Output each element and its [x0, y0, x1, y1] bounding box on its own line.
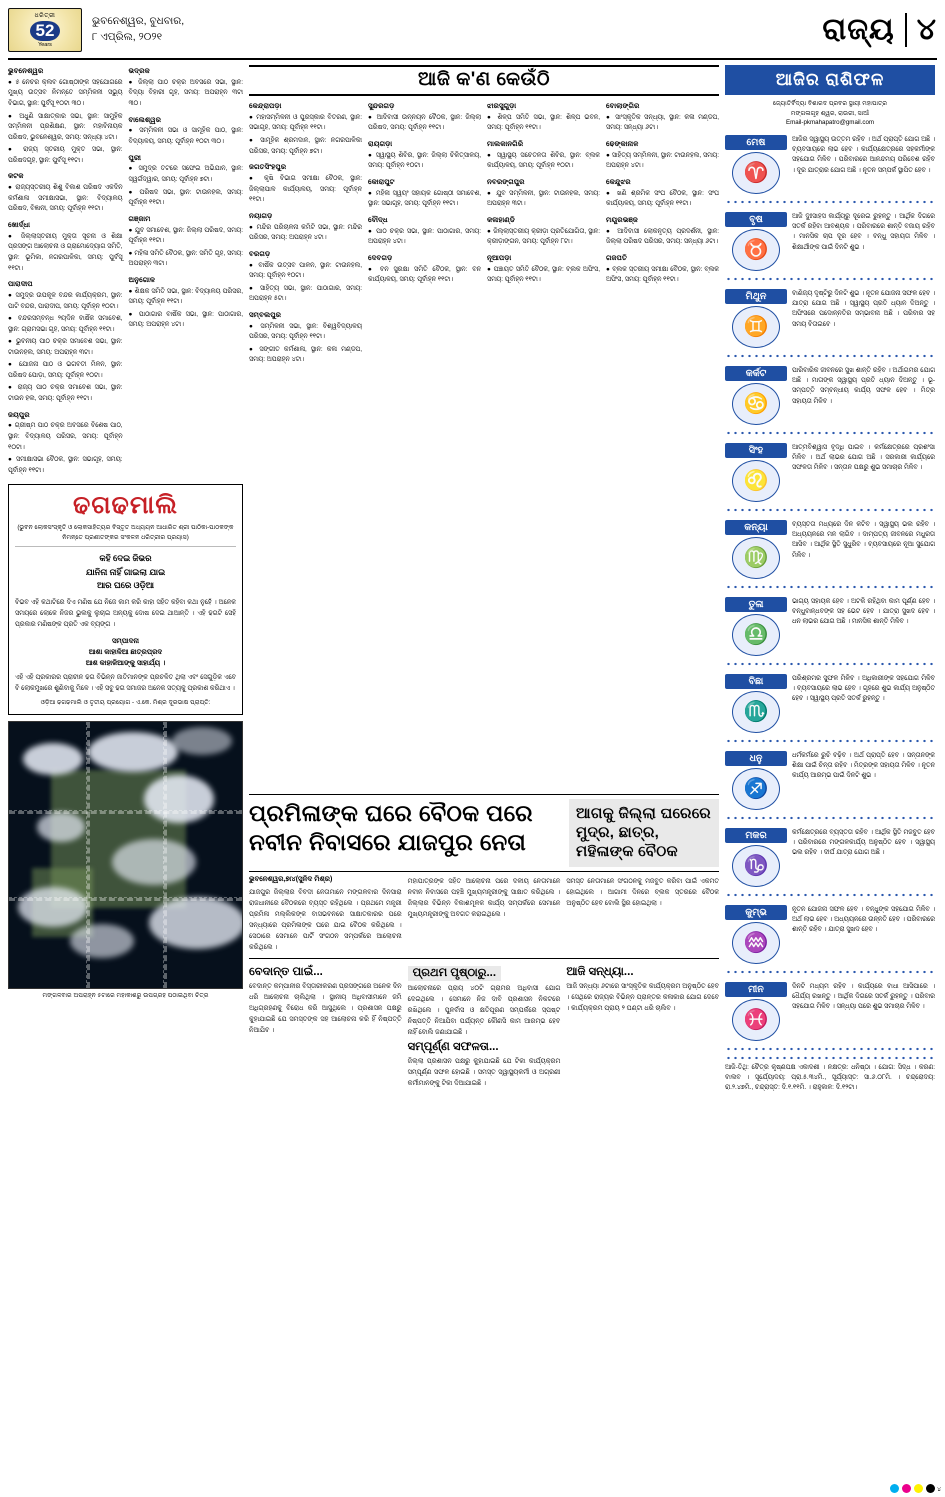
listing-city-heading: ବାଲେଶ୍ୱର [128, 114, 162, 124]
logo-years-label: Years [38, 41, 52, 48]
zodiac-ମିଥୁନ-icon: ♊ [732, 306, 780, 348]
horoscope-sign-badge [725, 674, 787, 733]
edition-place-date [92, 14, 184, 46]
listing-item: ● ମହିଳା ସ୍ୱୟଂ ସହାୟକ ଗୋଷ୍ଠୀ ସମାବେଶ, ସ୍ଥାନ: ସଭାଗୃହ, ସମୟ: ପୂର୍ବାହ୍ନ ୧୧ଟା। [368, 189, 481, 208]
horoscope-sign-badge [725, 443, 787, 502]
advertisement-dhagadhamali [8, 484, 243, 715]
zodiac-ତୁଳା-icon: ♎ [732, 614, 780, 656]
horoscope-sign-name: ତୁଳା [725, 597, 787, 612]
horoscope-sign-row [725, 977, 935, 1043]
horoscope-sign-badge [725, 751, 787, 810]
horoscope-sign-text: ନୂତନ ଯୋଜନା ସଫଳ ହେବ । ବନ୍ଧୁଙ୍କ ସହଯୋଗ ମିଳିବ । ଅର୍ଥ ଲାଭ ହେବ । ଅଧ୍ୟୟନରେ ଉନ୍ନତି ହେବ । ପରିବାରରେ ଶାନ୍ତି ରହିବ । ଯାତ୍ରା ସୁଖଦ ହେବ । [792, 905, 935, 934]
section-name: ରାଜ୍ୟ [822, 13, 895, 46]
horoscope-sign-row [725, 592, 935, 658]
horoscope-sign-text: ଧର୍ମକର୍ମରେ ରୁଚି ବଢ଼ିବ । ଅର୍ଥ ପ୍ରାପ୍ତି ହେବ । ସନ୍ତାନଙ୍କ ଶିକ୍ଷା ପାଇଁ ଚିନ୍ତା ରହିବ । ମିତ୍ରଙ୍କ ସହାୟତା ମିଳିବ । ନୂତନ କାର୍ଯ୍ୟ ଆରମ୍ଭ ପାଇଁ ଦିନଟି ଶୁଭ । [792, 751, 935, 780]
ad-signature-role: ସମ୍ପାଦନା [111, 637, 140, 645]
sub-story-1-title: ବେଦାନ୍ତ ପାଇଁ... [249, 965, 323, 978]
listing-item: ● ଭୁବନୀୟ ପାଠ ଚକ୍ର ସମାବେଶ ସଭା, ସ୍ଥାନ: ଟାଉନହଲ, ସମୟ: ଅପରାହ୍ନ ୩ଟା। [8, 338, 123, 356]
horoscope-sign-row [725, 746, 935, 812]
listing-city-heading: ବୌଦ୍ଧ [368, 215, 388, 224]
divider-dots [725, 1046, 935, 1052]
listing-city-heading: ଅନୁଗୋଳ [128, 274, 156, 284]
horoscope-sign-badge [725, 212, 787, 271]
ad-footer-contact: ଓଡ଼ିଆ ଢଗଢମାଲି ଓ ତୃତୀୟ ପ୍ରୟୋଗ - ଏ.କେ. ମିଶ୍ର ଦୂରଭାଷ ପ୍ରାପ୍ତି: [40, 698, 211, 706]
listing-city-heading: କୋରାପୁଟ [368, 177, 395, 186]
zodiac-ବୃଷ-icon: ♉ [732, 229, 780, 271]
horoscope-footer-note: ଆଜି-ତିଥି: ଚୈତ୍ର କୃଷ୍ଣପକ୍ଷ ଏକାଦଶୀ । ନକ୍ଷତ୍ର: ଧନିଷ୍ଠା । ଯୋଗ: ସିଦ୍ଧ । କରଣ: ବାଲବ । ସୂର୍ଯ୍ୟୋଦୟ: ପ୍ରା.୫.୩୪ମି., ସୂର୍ଯ୍ୟାସ୍ତ: ସା.୬.୦୮ମି. । ଚନ୍ଦ୍ରୋଦୟ: ରା.୨.୪୭ମି., ଚନ୍ଦ୍ରାସ୍ତ: ଦି.୧.୧୧ମି. । ରାହୁକାଳ: ଦି.୧୨ଟା। [725, 1063, 935, 1092]
listing-item: ● ବନ ସୁରକ୍ଷା ସମିତି ବୈଠକ, ସ୍ଥାନ: ବନ କାର୍ଯ୍ୟାଳୟ, ସମୟ: ପୂର୍ବାହ୍ନ ୧୧ଟା। [368, 265, 481, 284]
ad-signature-name: ଆଶା କାହାଳିଆ ଛାତ୍ରପ୍ରଦ [88, 648, 163, 656]
horoscope-zone [725, 65, 935, 1475]
horoscope-sign-text: ଦିନଟି ମଧ୍ୟମ ରହିବ । କାର୍ଯ୍ୟରେ ବାଧା ଆସିପାରେ । ଧୈର୍ଯ୍ୟ ରଖନ୍ତୁ । ଆର୍ଥିକ ଦିଗରେ ସତର୍କ ରୁହନ୍ତୁ । ପରିବାର ସହଯୋଗ ମିଳିବ । ସନ୍ଧ୍ୟା ପରେ ଶୁଭ ସମାଚାର ମିଳିବ । [792, 982, 935, 1011]
horoscope-sign-text: ଭାଗ୍ୟ ସହାୟକ ହେବ । ଅଟକି ରହିଥିବା କାମ ପୂର୍ଣ୍ଣ ହେବ । ବନ୍ଧୁବାନ୍ଧବଙ୍କ ସହ ଭେଟ ହେବ । ଯାତ୍ରା ସୁଖଦ ହେବ । ଧନ ଲାଭର ଯୋଗ ଅଛି । ମାନସିକ ଶାନ୍ତି ମିଳିବ । [792, 597, 935, 626]
horoscope-sign-badge [725, 289, 787, 348]
horoscope-astrologer-info [725, 95, 935, 130]
listing-city-heading: କେନ୍ଦୁଝର [606, 177, 631, 186]
listing-item: ● ସମୁଦ୍ର ଉପକୂଳ ବନ୍ଦର କାର୍ଯ୍ୟକ୍ରମ, ସ୍ଥାନ: ପାଟି ବନ୍ଦର, ପାରାଦୀପ, ସମୟ: ପୂର୍ବାହ୍ନ ୧୦ଟା। [8, 291, 123, 310]
page-number: ୪ [905, 13, 937, 47]
horoscope-sign [725, 284, 935, 359]
horoscope-sign-name: ବିଛା [725, 674, 787, 689]
listing-city-heading: ଜଗତସିଂହପୁର [249, 162, 287, 172]
listing-item: ● ଜିଲ୍ଲା ପାଠ ଚକ୍ର ଅବସରେ ସଭା, ସ୍ଥାନ: ବିଦ୍ୟା ବିହାରୀ ଗୃହ, ସମୟ: ଅପରାହ୍ନ ୩ଟା ୩୦। [128, 78, 243, 107]
listing-item: ● ସାହିତ୍ୟ ସମ୍ମିଳନୀ, ସ୍ଥାନ: ଟାଉନହଲ, ସମୟ: ଅପରାହ୍ନ ୪ଟା। [606, 151, 719, 170]
sub-story-2-text: ଆଲୋଚନାରେ ପ୍ରାୟ ୪୦ଟି ଗ୍ରାମର ଅଧିବାସୀ ଯୋଗ ଦେଇଥିଲେ । ସେମାନେ ନିଜ ଦାବି ପ୍ରଶାସନ ନିକଟରେ ରଖିଥିଲେ । ପୁନର୍ବାସ ଓ କ୍ଷତିପୂରଣ ସମ୍ପର୍କରେ ସ୍ପଷ୍ଟ ନିଷ୍ପତ୍ତି ନିଆଯିବା ପର୍ଯ୍ୟନ୍ତ କୌଣସି କାମ ଆରମ୍ଭ ହେବ ନାହିଁ ବୋଲି ଜଣାଯାଇଛି । [407, 984, 561, 1036]
horoscope-sign [725, 592, 935, 667]
sub-story-4-title: ଆଜି ସନ୍ଧ୍ୟା... [566, 965, 634, 978]
listing-item: ● ଯୁବ ସମ୍ମିଳନୀ, ସ୍ଥାନ: ଟାଉନହଲ, ସମୟ: ଅପରାହ୍ନ ୩ଟା। [487, 189, 600, 208]
main-story-para-3: ସମସ୍ତ ନେତାମାନେ ସଂଗଠନକୁ ମଜବୁତ କରିବା ପାଇଁ ଏକମତ ହୋଇଥିଲେ । ଆଗାମୀ ଦିନରେ ବ୍ଲକ ସ୍ତରରେ ବୈଠକ ଅନୁଷ୍ଠିତ ହେବ ବୋଲି ସ୍ଥିର ହୋଇଥିଲା । [566, 878, 720, 908]
listing-item: ● କୃଷି ବିଭାଗ ସମୀକ୍ଷା ବୈଠକ, ସ୍ଥାନ: ଜିଲ୍ଲାପାଳ କାର୍ଯ୍ୟାଳୟ, ସମୟ: ପୂର୍ବାହ୍ନ ୧୧ଟା। [249, 175, 362, 204]
horoscope-sign-name: ସିଂହ [725, 443, 787, 458]
divider-dots [725, 276, 935, 282]
horoscope-sign-badge [725, 520, 787, 579]
listing-city-heading: ପୁରୀ [128, 152, 141, 162]
horoscope-sign-text: ଆଜି ଦୁଃସାହସ କାର୍ଯ୍ୟରୁ ଦୂରେଇ ରୁହନ୍ତୁ । ଆର୍ଥିକ ଦିଗରେ ସତର୍କ ରହିବା ଆବଶ୍ୟକ । ପରିବାରରେ ଶାନ୍ତି ବଜାୟ ରହିବ । ମାନସିକ ଚାପ ଦୂର ହେବ । ବନ୍ଧୁ ସହାୟତା ମିଳିବ । ଶିକ୍ଷାର୍ଥୀଙ୍କ ପାଇଁ ଦିନଟି ଶୁଭ । [792, 212, 935, 251]
listing-city-heading: ନବରଙ୍ଗପୁର [487, 177, 525, 186]
zodiac-କୁମ୍ଭ-icon: ♒ [732, 922, 780, 964]
astrologer-address: ମଙ୍ଗଳାଗୃହ ଶ୍ୱର, ରାଉରୀ, ସାଆଁ [790, 109, 870, 117]
sub-story-4 [566, 963, 719, 1089]
ad-subtitle: (ଭୁବନ ଲୋକସଂସ୍କୃତି ଓ ଲୋକସାହିତ୍ୟର ବିସ୍ତୃତ ଅଧ୍ୟୟନ ଆଧାରିତ ଶ୍ରୀ ପାଠିକା-ପାଠକଙ୍କ ନିମନ୍ତେ ପ୍ରଣୀତଙ୍କର ସଂକଳନ ଧରିତ୍ରୀର ପ୍ରୟାସ) [17, 524, 234, 542]
horoscope-sign-row [725, 900, 935, 966]
zodiac-ମେଷ-icon: ♈ [732, 152, 780, 194]
horoscope-sign-row [725, 438, 935, 504]
listing-city-heading: ନୂଆପଡ଼ା [487, 253, 512, 262]
sub-story-1 [249, 963, 402, 1089]
listing-item: ● ପାଠ ଚକ୍ର ସଭା, ସ୍ଥାନ: ପାଠାଗାର, ସମୟ: ଅପରାହ୍ନ ୪ଟା। [368, 227, 481, 246]
listing-city-heading: ଗଜପତି [606, 253, 627, 262]
listings-middle-columns [249, 100, 719, 790]
horoscope-sign-badge [725, 828, 787, 887]
main-story-sidebox-text: ଆଗକୁ ଜିଲ୍ଲା ଘରେରେ ମୁଦ୍ର, ଛାତ୍ର, ମହିଳାଙ୍କ ବୈଠକ [576, 805, 711, 860]
horoscope-sign [725, 746, 935, 821]
listing-item: ● ସଙ୍ଗୀତ କର୍ମଶାଳା, ସ୍ଥାନ: କଳା ମଣ୍ଡପ, ସମୟ: ଅପରାହ୍ନ ୪ଟା। [249, 345, 362, 364]
zodiac-ଧନୁ-icon: ♐ [732, 768, 780, 810]
listing-city-heading: ଭଦ୍ରକ [128, 66, 150, 75]
listing-item: ● ବ୍ଲକ ସ୍ତରୀୟ ସମୀକ୍ଷା ବୈଠକ, ସ୍ଥାନ: ବ୍ଲକ ଅଫିସ, ସମୟ: ପୂର୍ବାହ୍ନ ୧୧ଟା। [606, 265, 719, 284]
zodiac-କର୍କଟ-icon: ♋ [732, 383, 780, 425]
horoscope-sign [725, 207, 935, 282]
listing-item: ● ସାମୂହିକ ଶ୍ରମଦାନ, ସ୍ଥାନ: ନଗରପାଳିକା ପରିସର, ସମୟ: ପୂର୍ବାହ୍ନ ୭ଟା। [249, 137, 362, 155]
listing-item: ● ସ୍ୱାସ୍ଥ୍ୟ ଶିବିର, ସ୍ଥାନ: ଜିଲ୍ଲା ଚିକିତ୍ସାଳୟ, ସମୟ: ପୂର୍ବାହ୍ନ ୧୦ଟା। [368, 151, 481, 170]
horoscope-sign-text: କର୍ମକ୍ଷେତ୍ରରେ ବ୍ୟସ୍ତତା ରହିବ । ଆର୍ଥିକ ସ୍ଥିତି ମଜବୁତ ହେବ । ପରିବାରରେ ମଙ୍ଗଳକାର୍ଯ୍ୟ ଅନୁଷ୍ଠିତ ହେବ । ସ୍ୱାସ୍ଥ୍ୟ ଭଲ ରହିବ । ଦୀର୍ଘ ଯାତ୍ରା ଯୋଗ ଅଛି । [792, 828, 935, 857]
sub-story-2 [408, 963, 561, 1089]
horoscope-sign [725, 515, 935, 590]
left-zone [8, 65, 243, 1475]
listing-item: ● ପାଠାଗାର ବାର୍ଷିକ ସଭା, ସ୍ଥାନ: ପାଠାଗାର, ସମୟ: ଅପରାହ୍ନ ୪ଟା। [128, 310, 243, 329]
listings-left-columns [8, 65, 243, 478]
horoscope-sign-name: ଧନୁ [725, 751, 787, 766]
divider-dots [725, 969, 935, 975]
main-story-para-2: ମହାପାତ୍ରଙ୍କ ସହିତ ଆଲୋଚନା ପରେ ଦଳୀୟ ନେତାମାନେ ନବୀନ ନିବାସରେ ପହଞ୍ଚି ମୁଖ୍ୟମନ୍ତ୍ରୀଙ୍କୁ ସାକ୍ଷାତ କରିଥିଲେ । ଜିଲ୍ଲାର ବିଭିନ୍ନ ବିକାଶମୂଳକ କାର୍ଯ୍ୟ ସମ୍ପର୍କରେ ସେମାନେ ମୁଖ୍ୟମନ୍ତ୍ରୀଙ୍କୁ ଅବଗତ କରାଇଥିଲେ । [407, 878, 561, 919]
main-story-byline: ଭୁବନେଶ୍ୱର,୭ା୪(ସୁନିଦ ମିଶ୍ର) [249, 876, 333, 884]
listing-city-heading: ନୟାଗଡ଼ [249, 210, 273, 220]
main-story-para-1: ଯାଜପୁର ଜିଲ୍ଲାର ବିବଦୀ ନେତାମାନେ ମଙ୍ଗଳବାର ଦିନସାରା ରାଜଧାନୀରେ ବୈଠକରେ ବ୍ୟସ୍ତ ରହିଥିଲେ । ପ୍ରଥମେ ମନ୍ତ୍ରୀ ପ୍ରମିଳା ମଲ୍ଲିକଙ୍କ ବାସଭବନରେ ସାକ୍ଷାତକାରର ପରେ ସନ୍ଧ୍ୟାରେ ପ୍ରମିଳାଙ୍କ ଘରେ ଯାଇ ବୈଠକ କରିଥିଲେ । ସେଠାରେ ସେମାନେ ପାର୍ଟି ସଂଗଠନ ସମ୍ପର୍କରେ ଆଲୋଚନା କରିଥିଲେ । [249, 889, 402, 952]
horoscope-sign-row [725, 207, 935, 273]
sub-story-4-text: ଆଜି ସନ୍ଧ୍ୟା ୬ଟାରେ ସାଂସ୍କୃତିକ କାର୍ଯ୍ୟକ୍ରମ ଅନୁଷ୍ଠିତ ହେବ । ସେଥିରେ ରାଜ୍ୟର ବିଭିନ୍ନ ପ୍ରାନ୍ତର କଳାକାର ଯୋଗ ଦେବେ । କାର୍ଯ୍ୟକ୍ରମ ପ୍ରାୟ ୨ ଘଣ୍ଟା ଧରି ଚାଲିବ । [566, 982, 720, 1012]
listing-item: ● ସମ୍ମିଳନୀ ସଭା ଓ ସାମୂହିକ ପାଠ, ସ୍ଥାନ: ବିଦ୍ୟାଳୟ, ସମୟ: ପୂର୍ବାହ୍ନ ୧୦ଟା ୩୦। [128, 127, 243, 145]
listing-item: ● ସମୀକ୍ଷାସଭା ବୈଠକ, ସ୍ଥାନ: ସଭାଗୃହ, ସମୟ: ପୂର୍ବାହ୍ନ ୧୧ଟା। [8, 456, 123, 474]
listing-city-heading: ମୟୂରଭଞ୍ଜ [606, 215, 638, 224]
horoscope-title: ଆଜିର ରାଶିଫଳ [725, 65, 935, 95]
satellite-weather-image [8, 721, 243, 989]
ad-logo-text: ଢଗଢମାଲି [73, 491, 178, 520]
listing-item: ● ମହାସମ୍ମିଳନୀ ଓ ପୁରସ୍କାର ବିତରଣ, ସ୍ଥାନ: ସଭାଗୃହ, ସମୟ: ପୂର୍ବାହ୍ନ ୧୧ଟା। [249, 113, 362, 132]
masthead-left [8, 8, 184, 52]
divider-dots [725, 1055, 935, 1061]
listing-item: ● ସାଂସ୍କୃତିକ ସନ୍ଧ୍ୟା, ସ୍ଥାନ: କଳା ମଣ୍ଡପ, ସମୟ: ସନ୍ଧ୍ୟା ୬ଟା। [606, 113, 719, 132]
listing-city-heading: ଖୋର୍ଦ୍ଧା [8, 219, 31, 229]
horoscope-sign-row [725, 823, 935, 889]
divider-dots [725, 815, 935, 821]
masthead [8, 6, 937, 60]
zodiac-ମୀନ-icon: ♓ [732, 999, 780, 1041]
divider-dots [725, 430, 935, 436]
horoscope-sign-row [725, 284, 935, 350]
horoscope-sign [725, 438, 935, 513]
listing-city-heading: କେନ୍ଦ୍ରାପଡ଼ା [249, 101, 282, 110]
listing-item: ● ପରିଷଦ ସଭା, ସ୍ଥାନ: ଟାଉନହଲ, ସମୟ: ପୂର୍ବାହ୍ନ ୧୧ଟା। [128, 188, 243, 207]
divider-dots [725, 738, 935, 744]
astrologer-email[interactable]: Email-pkmahapatro@gmail.com [785, 119, 875, 127]
listing-city-heading: ମାଲକାନଗିରି [487, 139, 524, 148]
horoscope-sign-name: ମିଥୁନ [725, 289, 787, 304]
listing-city-heading: ପାରାଦୀପ [8, 279, 33, 289]
divider-dots [725, 584, 935, 590]
listing-item: ● ସମ୍ମିଳନୀ ସଭା, ସ୍ଥାନ: ବିଶ୍ୱବିଦ୍ୟାଳୟ ପରିସର, ସମୟ: ପୂର୍ବାହ୍ନ ୧୧ଟା। [249, 322, 362, 341]
page-number-footer: ୪ [937, 1487, 941, 1493]
listings-column-2 [129, 65, 244, 478]
edition-place: ଭୁବନେଶ୍ୱର, ବୁଧବାର, [92, 15, 185, 28]
horoscope-sign-text: ବ୍ୟସ୍ତତା ମଧ୍ୟରେ ଦିନ କଟିବ । ସ୍ୱାସ୍ଥ୍ୟ ଭଲ ରହିବ । ଅଧ୍ୟୟନରେ ମନ ଲାଗିବ । ଦାମ୍ପତ୍ୟ ଜୀବନରେ ମଧୁରତା ଆସିବ । ଆର୍ଥିକ ସ୍ଥିତି ସୁଧୁରିବ । ବ୍ୟବସାୟରେ ନୂଆ ସୁଯୋଗ ମିଳିବ । [792, 520, 935, 559]
horoscope-sign-row [725, 361, 935, 427]
horoscope-sign-badge [725, 982, 787, 1041]
listing-item: ● ଶିକ୍ଷକ ସମିତି ସଭା, ସ୍ଥାନ: ବିଦ୍ୟାଳୟ ପରିସର, ସମୟ: ପୂର୍ବାହ୍ନ ୧୧ଟା। [128, 287, 243, 306]
divider-dots [725, 199, 935, 205]
main-story-sidebox [569, 799, 719, 867]
horoscope-sign [725, 900, 935, 975]
listings-column-3 [249, 100, 362, 790]
logo-title: ଧରିତ୍ରୀ [34, 12, 56, 19]
zodiac-କନ୍ୟା-icon: ♍ [732, 537, 780, 579]
listing-city-heading: ସମ୍ବଲପୁର [249, 309, 282, 319]
horoscope-sign-row [725, 130, 935, 196]
sub-story-3-title: ସମ୍ପୂର୍ଣ୍ଣ ସଫଳତା... [407, 1040, 499, 1053]
main-story-body [249, 876, 719, 953]
horoscope-sign-row [725, 515, 935, 581]
listing-item: ● ଗ୍ରୀଷ୍ମ ପାଠ ଚକ୍ର ଅବସରେ ବିଶେଷ ପାଠ, ସ୍ଥାନ: ବିଦ୍ୟାଳୟ ପରିସର, ସମୟ: ପୂର୍ବାହ୍ନ ୧୦ଟା। [8, 422, 123, 451]
listing-city-heading: ରାୟଗଡ଼ା [368, 139, 393, 148]
listing-item: ● ରାଜ୍ୟସ୍ତରୀୟ ଶିଶୁ ବିକାଶ ପରିଷଦ ଏକଦିନ କର୍ମଶାଳା ସମୀକ୍ଷାସଭା, ସ୍ଥାନ: ବିଦ୍ୟାଳୟ ପରିଷଦ, ବିଜ୍ଞାନୀ, ସମୟ: ପୂର୍ବାହ୍ନ ୧୧ଟା। [8, 184, 123, 213]
page-body [8, 65, 937, 1475]
listing-item: ● ରାଜ୍ୟ ସ୍ତରୀୟ ମୁକ୍ତ ସଭା, ସ୍ଥାନ: ପରିଷଦଗୃହ, ସ୍ଥାନ: ପୁର୍ବସୂ ୧୧ଟା। [8, 146, 123, 164]
listing-item: ● ୫ ନେଚର କ୍ଲବ ଗୋଷ୍ଠୀଙ୍କ ସହଯୋଗରେ ମୁଖ୍ୟ ଉତ୍ସବ ନିମନ୍ତେ ସମ୍ମିଳନୀ ସଭ୍ୟୁ ବିଭାଗ, ସ୍ଥାନ: ପୁର୍ବସୂ ୧୦ଟା ୩୦। [8, 78, 123, 107]
listing-item: ● ଯୋଜନା ପାଠ ଓ ଭଗବତୀ ମିଳନ, ସ୍ଥାନ: ପରିଷଦ ପୋଡ଼ା, ସମୟ: ପୂର୍ବାହ୍ନ ୧୦ଟା। [8, 361, 123, 379]
ad-tagline [15, 552, 236, 593]
listing-city-heading: ଢେଙ୍କାନାଳ [606, 139, 639, 148]
horoscope-sign-name: କର୍କଟ [725, 366, 787, 381]
listing-city-heading: କଳାହାଣ୍ଡି [487, 215, 516, 224]
ad-tagline-line-2: ଯାନିନା ନାହିଁ ଗାଇଲା ଯାଇ [85, 566, 166, 577]
divider-dots [725, 892, 935, 898]
satellite-image-caption: ମଙ୍ଗଳବାର ଅପରାହ୍ନ ୫ଟାରେ ମହାକାଶରୁ ଉପଗ୍ରହ ପଠାଇଥିବା ଚିତ୍ର [42, 991, 209, 999]
listing-item: ● ମନ୍ଦିର ପରିଚାଳନା କମିଟି ସଭା, ସ୍ଥାନ: ମନ୍ଦିର ପରିସର, ସମୟ: ଅପରାହ୍ନ ୪ଟା। [249, 223, 362, 242]
listing-city-heading: ସୁନ୍ଦରଗଡ଼ [368, 101, 395, 110]
divider-dots [725, 353, 935, 359]
horoscope-sign [725, 130, 935, 205]
main-story-col-1 [249, 876, 402, 953]
horoscope-sign [725, 669, 935, 744]
listing-item: ● ଶିଳ୍ପ ସମିତି ସଭା, ସ୍ଥାନ: ଶିଳ୍ପ ଭବନ, ସମୟ: ପୂର୍ବାହ୍ନ ୧୧ଟା। [487, 113, 600, 132]
listing-item: ● ଜିଲ୍ଲାସ୍ତରୀୟ ମୁକ୍ତା ସୂଚନା ଓ ଶିକ୍ଷା ପ୍ରସଙ୍ଗ ଆଲୋଚନା ଓ ଗ୍ରାମୋଦ୍ୟୋଗ ସମିତି, ସ୍ଥାନ: ଭୂମିକା, ନଗରପାଳିକା, ସମୟ: ପୁର୍ବସୂ ୧୧ଟା। [8, 232, 123, 272]
horoscope-sign-text: ପରିଶ୍ରମର ସୁଫଳ ମିଳିବ । ଅଧିକାରୀଙ୍କ ସହଯୋଗ ମିଳିବ । ବ୍ୟବସାୟରେ ଲାଭ ହେବ । ଗୃହରେ ଶୁଭ କାର୍ଯ୍ୟ ଅନୁଷ୍ଠିତ ହେବ । ସ୍ୱାସ୍ଥ୍ୟ ପ୍ରତି ସତର୍କ ରୁହନ୍ତୁ । [792, 674, 935, 703]
listings-column-5 [487, 100, 600, 790]
horoscope-sign-text: ବାଣିଜ୍ୟ ଦୃଷ୍ଟିରୁ ଦିନଟି ଶୁଭ । ନୂତନ ଯୋଜନା ସଫଳ ହେବ । ଯାତ୍ରା ଯୋଗ ଅଛି । ସ୍ୱାସ୍ଥ୍ୟ ପ୍ରତି ଧ୍ୟାନ ଦିଅନ୍ତୁ । ଅଫିସରେ ପଦୋନ୍ନତିର ସମ୍ଭାବନା ଅଛି । ପରିବାର ସହ ସମୟ ବିତାଇବେ । [792, 289, 935, 328]
horoscope-sign-text: ଆଜିର ସ୍ୱାସ୍ଥ୍ୟ ଉତ୍ତମ ରହିବ । ଅର୍ଥ ପ୍ରାପ୍ତି ଯୋଗ ଅଛି । ବ୍ୟବସାୟରେ ଲାଭ ହେବ । କାର୍ଯ୍ୟକ୍ଷେତ୍ରରେ ସହକର୍ମୀଙ୍କ ସହଯୋଗ ମିଳିବ । ପରିବାରରେ ଆନନ୍ଦମୟ ପରିବେଶ ରହିବ । ଦୂର ଯାତ୍ରାର ଯୋଗ ଅଛି । ନୂତନ ସମ୍ପର୍କ ସ୍ଥାପିତ ହେବ । [792, 135, 935, 174]
sub-stories-row [249, 963, 719, 1089]
listing-item: ● ବାର୍ଷିକ ଉତ୍ସବ ପାଳନ, ସ୍ଥାନ: ଟାଉନହଲ, ସମୟ: ପୂର୍ବାହ୍ନ ୧୦ଟା। [249, 261, 362, 280]
ad-note-text: ଏହି ଏହି ପ୍ରକାରର ପ୍ରାଚୀନ ଢଗ ବିଭିନ୍ନ ଜାତିମାନଙ୍କ ପ୍ରଚଳିତ ଥିଲା ଏବଂ ସେଗୁଡ଼ିକ ଏବେ ବି ଲୋକମୁଖରେ ଶୁଣିବାକୁ ମିଳେ । ଏହି ସବୁ ଢଗ ସମାଜର ଅନେକ ସତ୍ୟକୁ ପ୍ରକାଶ କରିଥାଏ । [15, 674, 236, 692]
listing-item: ● ଜିଲ୍ଲାସ୍ତରୀୟ କ୍ରୀଡ଼ା ପ୍ରତିଯୋଗିତା, ସ୍ଥାନ: କ୍ରୀଡ଼ାଙ୍ଗନ, ସମୟ: ପୂର୍ବାହ୍ନ ୮ଟା। [487, 227, 600, 246]
divider-dots [725, 507, 935, 513]
listing-item: ● ଯୁବ ସମାବେଶ, ସ୍ଥାନ: ଜିଲ୍ଲା ପରିଷଦ, ସମୟ: ପୂର୍ବାହ୍ନ ୧୧ଟା। [128, 226, 243, 245]
horoscope-sign-name: ମକର [725, 828, 787, 843]
listing-item: ● ବନ୍ଦରସମ୍ବନ୍ଧ ୨ୟଦିନ ବାର୍ଷିକ ସମାବେଶ, ସ୍ଥାନ: ଗ୍ରାମସଭା ଗୃହ, ସମୟ: ପୂର୍ବାହ୍ନ ୧୧ଟା। [8, 315, 123, 333]
listing-city-heading: ଦେବଗଡ଼ [368, 253, 393, 262]
divider-dots [725, 661, 935, 667]
horoscope-sign-name: କୁମ୍ଭ [725, 905, 787, 920]
horoscope-sign-badge [725, 597, 787, 656]
listing-city-heading: ଜୟପୁର [8, 409, 30, 419]
zodiac-ମକର-icon: ♑ [732, 845, 780, 887]
listing-item: ● ସାହିତ୍ୟ ସଭା, ସ୍ଥାନ: ପାଠାଗାର, ସମୟ: ଅପରାହ୍ନ ୫ଟା। [249, 284, 362, 303]
section-heading [822, 13, 937, 47]
horoscope-sign-list [725, 130, 935, 1052]
ad-body-text: ବିଭବ ଏହି କଥାଟିରେ ଦିଏ ମଣିଷ ଯେ ନିଜେ କାମ କରି କାହା ସହିତ କହିବା କଥା ନୁହେଁ । ଅନେକ ସମୟରେ ଲୋକେ ନିଜର ଭୁଲକୁ ଲୁଚାଇ ଅନ୍ୟକୁ ଦୋଷ ଦେଇ ଥାଆନ୍ତି । ଏହି ଢଗଟି ସେହି ପ୍ରକାର ମଣିଷଙ୍କ ପ୍ରତି ଏକ ବ୍ୟଙ୍ଗ । [15, 598, 236, 628]
listings-column-4 [368, 100, 481, 790]
listings-column-6 [606, 100, 719, 790]
listing-item: ● ଖଣି ଶ୍ରମିକ ସଂଘ ବୈଠକ, ସ୍ଥାନ: ସଂଘ କାର୍ଯ୍ୟାଳୟ, ସମୟ: ପୂର୍ବାହ୍ନ ୧୧ଟା। [606, 189, 719, 208]
main-story-header-row [249, 799, 719, 867]
horoscope-sign-badge [725, 135, 787, 194]
zodiac-ବିଛା-icon: ♏ [732, 691, 780, 733]
print-registration-colorbar [890, 1484, 935, 1493]
listing-item: ● ମହିଳା ସମିତି ବୈଠକ, ସ୍ଥାନ: ସମିତି ଗୃହ, ସମୟ: ଅପରାହ୍ନ ୩ଟା। [128, 249, 243, 268]
listing-item: ● ଆଦିବାସୀ ଉନ୍ନୟନ ବୈଠକ, ସ୍ଥାନ: ଜିଲ୍ଲା ପରିଷଦ, ସମୟ: ପୂର୍ବାହ୍ନ ୧୧ଟା। [368, 113, 481, 132]
listing-item: ● ପଞ୍ଚାୟତ ସମିତି ବୈଠକ, ସ୍ଥାନ: ବ୍ଲକ ଅଫିସ, ସମୟ: ପୂର୍ବାହ୍ନ ୧୧ଟା। [487, 265, 600, 284]
horoscope-sign-text: ପାରିବାରିକ ଜୀବନରେ ସୁଖ ଶାନ୍ତି ରହିବ । ଅର୍ଥାଗମର ଯୋଗ ଅଛି । ମାତାଙ୍କ ସ୍ୱାସ୍ଥ୍ୟ ପ୍ରତି ଧ୍ୟାନ ଦିଅନ୍ତୁ । ଭୂ-ସମ୍ପତ୍ତି ସମ୍ବନ୍ଧୀୟ କାର୍ଯ୍ୟ ସଫଳ ହେବ । ମିତ୍ର ସହାୟତା ମିଳିବ । [792, 366, 935, 405]
today-events-header: ଆଜି କ'ଣ କେଉଁଠି [249, 65, 719, 96]
horoscope-sign-badge [725, 366, 787, 425]
horoscope-sign-name: କନ୍ୟା [725, 520, 787, 535]
horoscope-sign-text: ଆତ୍ମବିଶ୍ୱାସ ବୃଦ୍ଧି ପାଇବ । କର୍ମକ୍ଷେତ୍ରରେ ପ୍ରଶଂସା ମିଳିବ । ଅର୍ଥ ଲାଭର ଯୋଗ ଅଛି । ସରକାରୀ କାର୍ଯ୍ୟରେ ସଫଳତା ମିଳିବ । ସନ୍ତାନ ପକ୍ଷରୁ ଶୁଭ ସମାଚାର ମିଳିବ । [792, 443, 935, 472]
horoscope-sign [725, 977, 935, 1052]
listing-city-heading: ଝାରସୁଗୁଡ଼ା [487, 101, 517, 110]
ad-tagline-line-1: କହି ଦେଇ ଜିଭର [99, 553, 152, 564]
ad-tagline-line-3: ଆର ଘରେ ଓଡ଼ିଆ [96, 580, 155, 591]
horoscope-sign-badge [725, 905, 787, 964]
listing-city-heading: ଭୁବନେଶ୍ୱର [8, 66, 44, 75]
listing-city-heading: କଟକ [8, 171, 24, 181]
edition-date: ୮ ଏପ୍ରିଲ, ୨୦୨୧ [92, 31, 163, 43]
horoscope-sign [725, 823, 935, 898]
listing-item: ● ଅଧୁଣି ସାକ୍ଷାତ୍କାର ସଭା, ସ୍ଥାନ: ସାମୁହିକ ସମ୍ମିଳନୀ ପ୍ରଶିକ୍ଷଣ, ସ୍ଥାନ: ମହାବିନାୟକ ପରିଷଦ, ଭୁବନେଶ୍ୱର, ସମୟ: ସନ୍ଧ୍ୟା ୪ଟା। [8, 112, 123, 141]
listing-item: ● ଆଦିବାସୀ ଲୋକନୃତ୍ୟ ପ୍ରଦର୍ଶନୀ, ସ୍ଥାନ: ଜିଲ୍ଲା ପରିଷଦ ପରିସର, ସମୟ: ସନ୍ଧ୍ୟା ୬ଟା। [606, 227, 719, 246]
publication-logo [8, 8, 82, 52]
listing-city-heading: ବୋଲାଙ୍ଗିର [606, 101, 640, 110]
main-story-headline: ପ୍ରମିଳାଙ୍କ ଘରେ ବୈଠକ ପରେ ନବୀନ ନିବାସରେ ଯାଜପୁର ନେତା [249, 800, 533, 855]
logo-anniversary-number: 52 [30, 21, 60, 41]
sub-story-2-title: ପ୍ରଥମ ପୃଷ୍ଠାରୁ... [408, 966, 501, 981]
horoscope-sign-name: ମୀନ [725, 982, 787, 997]
horoscope-sign-name: ବୃଷ [725, 212, 787, 227]
listing-item: ● ସମୁଦ୍ର ତଟରେ ସଫେଇ ଅଭିଯାନ, ସ୍ଥାନ: ସ୍ୱର୍ଗଦ୍ୱାର, ସମୟ: ପୂର୍ବାହ୍ନ ୭ଟା। [128, 165, 243, 183]
listing-city-heading: ଗଞ୍ଜାମ [128, 213, 151, 223]
middle-zone [249, 65, 719, 1475]
listing-item: ● ରାଜ୍ୟ ପାଠ ଚକ୍ର ସମାବେଶ ସଭା, ସ୍ଥାନ: ଟାଉନ ହଲ, ସମୟ: ପୂର୍ବାହ୍ନ ୧୧ଟା। [8, 384, 123, 402]
ad-signature-note: ଆଶ କାହାଳିଆଙ୍କୁ ସାହାର୍ଯ୍ୟ । [85, 659, 166, 667]
listing-item: ● ସ୍ୱାସ୍ଥ୍ୟ ସଚେତନତା ଶିବିର, ସ୍ଥାନ: ବ୍ଲକ କାର୍ଯ୍ୟାଳୟ, ସମୟ: ପୂର୍ବାହ୍ନ ୧୦ଟା। [487, 151, 600, 170]
zodiac-ସିଂହ-icon: ♌ [732, 460, 780, 502]
horoscope-sign-name: ମେଷ [725, 135, 787, 150]
listing-city-heading: ବରଗଡ଼ [249, 248, 271, 258]
sub-story-3-text: ଜିଲ୍ଲା ପ୍ରଶାସନ ପକ୍ଷରୁ କୁହାଯାଇଛି ଯେ ଟିକା କାର୍ଯ୍ୟକ୍ରମ ସମ୍ପୂର୍ଣ୍ଣ ସଫଳ ହୋଇଛି । ସମସ୍ତ ସ୍ୱାସ୍ଥ୍ୟକର୍ମୀ ଓ ଅଗ୍ରଣୀ କର୍ମୀମାନଙ୍କୁ ଟିକା ଦିଆଯାଇଛି । [407, 1057, 561, 1087]
ad-signature [15, 636, 236, 670]
listings-column-1 [8, 65, 123, 478]
sub-story-1-text: ବେଦାନ୍ତ କମ୍ପାନୀର ବିସ୍ତାରୀକରଣ ପ୍ରସଙ୍ଗରେ ଅନେକ ଦିନ ଧରି ଆଲୋଚନା ଚାଲିଥିଲା । ସ୍ଥାନୀୟ ଅଧିବାସୀମାନେ ଜମି ଅଧିଗ୍ରହଣକୁ ବିରୋଧ କରି ଆସୁଥିଲେ । ପ୍ରଶାସନ ପକ୍ଷରୁ କୁହାଯାଇଛି ଯେ ସମସ୍ତଙ୍କ ସହ ଆଲୋଚନା କରି ହିଁ ନିଷ୍ପତ୍ତି ନିଆଯିବ । [249, 982, 402, 1034]
horoscope-sign-row [725, 669, 935, 735]
horoscope-sign [725, 361, 935, 436]
astrologer-name: ଜ୍ୟୋତିର୍ବିଦ୍ୟା ବିଶାରଦ ପ୍ରବର ସ୍ଥାୟୀ ମହାପାତ୍ର [772, 100, 888, 107]
